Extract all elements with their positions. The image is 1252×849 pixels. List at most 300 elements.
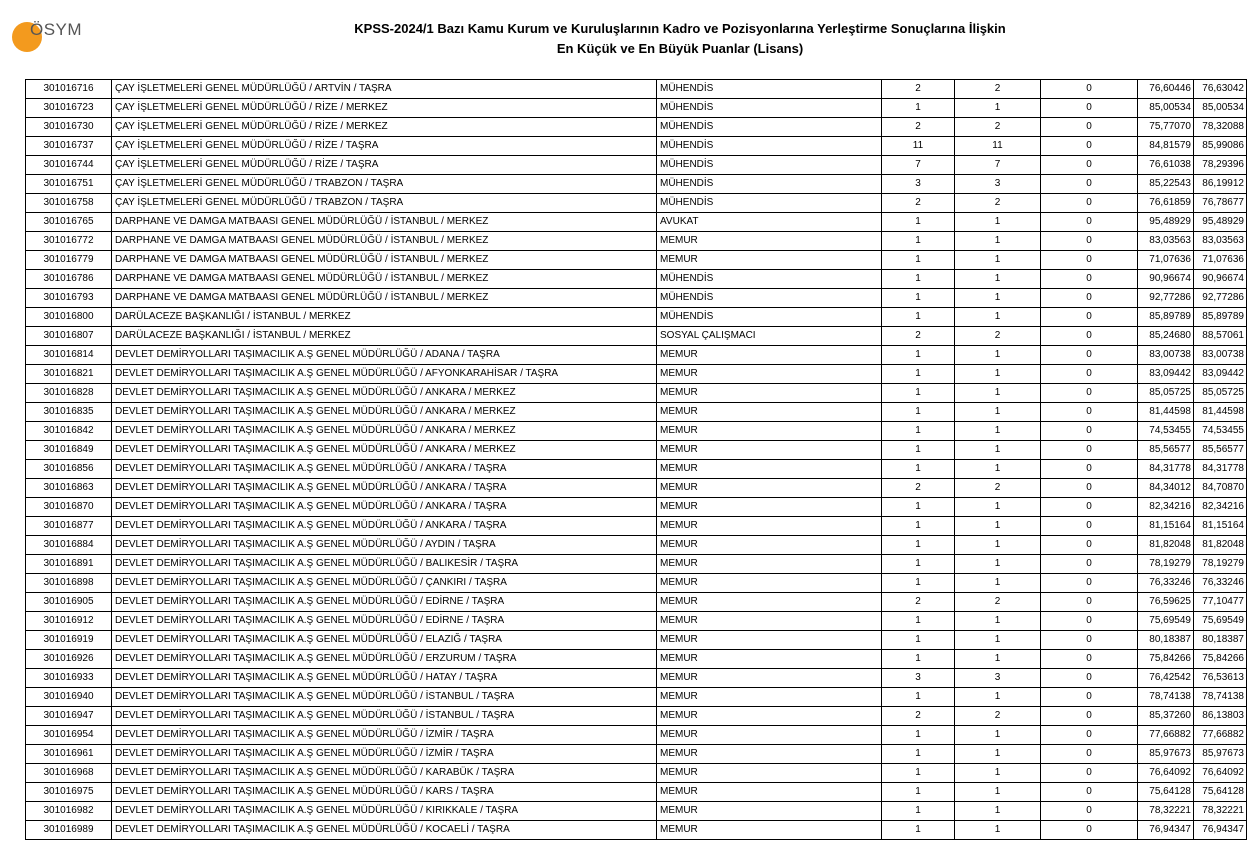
row-institution: ÇAY İŞLETMELERİ GENEL MÜDÜRLÜĞÜ / TRABZON / TAŞRA — [112, 175, 657, 194]
row-max-score: 85,56577 — [1194, 441, 1247, 460]
row-quota: 1 — [882, 441, 955, 460]
row-empty: 0 — [1041, 631, 1138, 650]
row-quota: 1 — [882, 213, 955, 232]
row-quota: 1 — [882, 688, 955, 707]
table-row — [26, 194, 1247, 213]
row-quota: 1 — [882, 612, 955, 631]
table-row — [26, 764, 1247, 783]
row-empty: 0 — [1041, 365, 1138, 384]
row-institution: DARÜLACEZE BAŞKANLIĞI / İSTANBUL / MERKEZ — [112, 327, 657, 346]
row-quota: 11 — [882, 137, 955, 156]
row-code: 301016800 — [26, 308, 112, 327]
row-quota: 1 — [882, 270, 955, 289]
row-position: MEMUR — [657, 574, 882, 593]
row-institution: DEVLET DEMİRYOLLARI TAŞIMACILIK A.Ş GENEL MÜDÜRLÜĞÜ / KARABÜK / TAŞRA — [112, 764, 657, 783]
row-institution: DARÜLACEZE BAŞKANLIĞI / İSTANBUL / MERKEZ — [112, 308, 657, 327]
table-row — [26, 403, 1247, 422]
table-row — [26, 270, 1247, 289]
row-quota: 1 — [882, 251, 955, 270]
row-placed: 1 — [955, 498, 1041, 517]
row-empty: 0 — [1041, 289, 1138, 308]
row-quota: 2 — [882, 707, 955, 726]
row-institution: DEVLET DEMİRYOLLARI TAŞIMACILIK A.Ş GENEL MÜDÜRLÜĞÜ / İSTANBUL / TAŞRA — [112, 688, 657, 707]
row-min-score: 85,24680 — [1138, 327, 1194, 346]
row-institution: DEVLET DEMİRYOLLARI TAŞIMACILIK A.Ş GENEL MÜDÜRLÜĞÜ / ANKARA / TAŞRA — [112, 460, 657, 479]
row-max-score: 80,18387 — [1194, 631, 1247, 650]
row-min-score: 76,33246 — [1138, 574, 1194, 593]
row-code: 301016793 — [26, 289, 112, 308]
row-position: MEMUR — [657, 764, 882, 783]
row-placed: 2 — [955, 593, 1041, 612]
row-code: 301016772 — [26, 232, 112, 251]
row-empty: 0 — [1041, 802, 1138, 821]
row-placed: 1 — [955, 574, 1041, 593]
row-max-score: 76,63042 — [1194, 80, 1247, 99]
row-max-score: 78,32221 — [1194, 802, 1247, 821]
row-placed: 1 — [955, 821, 1041, 840]
table-row — [26, 574, 1247, 593]
table-row — [26, 650, 1247, 669]
row-empty: 0 — [1041, 555, 1138, 574]
row-position: MEMUR — [657, 650, 882, 669]
row-placed: 3 — [955, 175, 1041, 194]
row-placed: 1 — [955, 365, 1041, 384]
table-row — [26, 232, 1247, 251]
row-institution: DEVLET DEMİRYOLLARI TAŞIMACILIK A.Ş GENEL MÜDÜRLÜĞÜ / ADANA / TAŞRA — [112, 346, 657, 365]
page-title — [300, 19, 1060, 59]
row-code: 301016912 — [26, 612, 112, 631]
row-institution: DEVLET DEMİRYOLLARI TAŞIMACILIK A.Ş GENEL MÜDÜRLÜĞÜ / KOCAELİ / TAŞRA — [112, 821, 657, 840]
row-code: 301016716 — [26, 80, 112, 99]
row-placed: 1 — [955, 289, 1041, 308]
row-code: 301016954 — [26, 726, 112, 745]
row-position: MEMUR — [657, 783, 882, 802]
row-code: 301016821 — [26, 365, 112, 384]
row-code: 301016884 — [26, 536, 112, 555]
logo-text: ÖSYM — [30, 20, 83, 39]
row-position: MEMUR — [657, 365, 882, 384]
title-line-2: En Küçük ve En Büyük Puanlar (Lisans) — [556, 41, 804, 56]
row-placed: 2 — [955, 707, 1041, 726]
table-row — [26, 745, 1247, 764]
row-position: MEMUR — [657, 441, 882, 460]
row-code: 301016856 — [26, 460, 112, 479]
row-placed: 2 — [955, 479, 1041, 498]
row-institution: DEVLET DEMİRYOLLARI TAŞIMACILIK A.Ş GENEL MÜDÜRLÜĞÜ / ANKARA / TAŞRA — [112, 479, 657, 498]
row-position: MEMUR — [657, 232, 882, 251]
row-max-score: 88,57061 — [1194, 327, 1247, 346]
row-placed: 2 — [955, 194, 1041, 213]
row-placed: 1 — [955, 517, 1041, 536]
row-min-score: 85,37260 — [1138, 707, 1194, 726]
row-quota: 1 — [882, 384, 955, 403]
row-code: 301016905 — [26, 593, 112, 612]
row-quota: 1 — [882, 346, 955, 365]
row-empty: 0 — [1041, 498, 1138, 517]
row-code: 301016786 — [26, 270, 112, 289]
row-position: MÜHENDİS — [657, 118, 882, 137]
row-max-score: 78,19279 — [1194, 555, 1247, 574]
row-position: MEMUR — [657, 251, 882, 270]
title-line-1: KPSS-2024/1 Bazı Kamu Kurum ve Kuruluşlarının Kadro ve Pozisyonlarına Yerleştirme Sonuçlarına İlişkin — [354, 21, 1006, 36]
row-position: MEMUR — [657, 612, 882, 631]
row-institution: DEVLET DEMİRYOLLARI TAŞIMACILIK A.Ş GENEL MÜDÜRLÜĞÜ / KARS / TAŞRA — [112, 783, 657, 802]
row-max-score: 76,64092 — [1194, 764, 1247, 783]
row-quota: 2 — [882, 194, 955, 213]
row-institution: DEVLET DEMİRYOLLARI TAŞIMACILIK A.Ş GENEL MÜDÜRLÜĞÜ / ANKARA / MERKEZ — [112, 403, 657, 422]
row-min-score: 83,03563 — [1138, 232, 1194, 251]
row-code: 301016898 — [26, 574, 112, 593]
row-placed: 2 — [955, 80, 1041, 99]
row-position: MEMUR — [657, 821, 882, 840]
row-placed: 1 — [955, 764, 1041, 783]
row-empty: 0 — [1041, 593, 1138, 612]
row-min-score: 76,64092 — [1138, 764, 1194, 783]
row-position: MÜHENDİS — [657, 175, 882, 194]
row-min-score: 76,59625 — [1138, 593, 1194, 612]
row-code: 301016926 — [26, 650, 112, 669]
row-position: MÜHENDİS — [657, 289, 882, 308]
row-institution: DEVLET DEMİRYOLLARI TAŞIMACILIK A.Ş GENEL MÜDÜRLÜĞÜ / ANKARA / TAŞRA — [112, 517, 657, 536]
row-placed: 1 — [955, 555, 1041, 574]
row-quota: 1 — [882, 555, 955, 574]
row-empty: 0 — [1041, 783, 1138, 802]
row-institution: ÇAY İŞLETMELERİ GENEL MÜDÜRLÜĞÜ / RİZE / TAŞRA — [112, 137, 657, 156]
row-empty: 0 — [1041, 707, 1138, 726]
row-code: 301016807 — [26, 327, 112, 346]
row-empty: 0 — [1041, 612, 1138, 631]
row-code: 301016891 — [26, 555, 112, 574]
row-empty: 0 — [1041, 213, 1138, 232]
row-max-score: 83,03563 — [1194, 232, 1247, 251]
row-code: 301016758 — [26, 194, 112, 213]
row-placed: 2 — [955, 118, 1041, 137]
row-empty: 0 — [1041, 821, 1138, 840]
table-row — [26, 802, 1247, 821]
row-institution: DEVLET DEMİRYOLLARI TAŞIMACILIK A.Ş GENEL MÜDÜRLÜĞÜ / EDİRNE / TAŞRA — [112, 593, 657, 612]
row-placed: 1 — [955, 346, 1041, 365]
row-position: MÜHENDİS — [657, 137, 882, 156]
row-institution: ÇAY İŞLETMELERİ GENEL MÜDÜRLÜĞÜ / RİZE / TAŞRA — [112, 156, 657, 175]
row-code: 301016849 — [26, 441, 112, 460]
row-max-score: 86,13803 — [1194, 707, 1247, 726]
row-min-score: 82,34216 — [1138, 498, 1194, 517]
row-min-score: 85,00534 — [1138, 99, 1194, 118]
row-empty: 0 — [1041, 688, 1138, 707]
row-code: 301016828 — [26, 384, 112, 403]
row-position: MEMUR — [657, 707, 882, 726]
row-quota: 2 — [882, 593, 955, 612]
row-max-score: 75,69549 — [1194, 612, 1247, 631]
row-quota: 1 — [882, 745, 955, 764]
row-max-score: 76,78677 — [1194, 194, 1247, 213]
row-code: 301016744 — [26, 156, 112, 175]
row-institution: DEVLET DEMİRYOLLARI TAŞIMACILIK A.Ş GENEL MÜDÜRLÜĞÜ / ÇANKIRI / TAŞRA — [112, 574, 657, 593]
table-row — [26, 156, 1247, 175]
row-max-score: 86,19912 — [1194, 175, 1247, 194]
row-max-score: 83,00738 — [1194, 346, 1247, 365]
row-position: MEMUR — [657, 422, 882, 441]
row-position: MEMUR — [657, 479, 882, 498]
table-row — [26, 118, 1247, 137]
row-quota: 1 — [882, 536, 955, 555]
row-institution: DEVLET DEMİRYOLLARI TAŞIMACILIK A.Ş GENEL MÜDÜRLÜĞÜ / ANKARA / MERKEZ — [112, 384, 657, 403]
row-quota: 2 — [882, 327, 955, 346]
table-row — [26, 707, 1247, 726]
row-min-score: 76,61038 — [1138, 156, 1194, 175]
row-placed: 1 — [955, 612, 1041, 631]
table-row — [26, 612, 1247, 631]
row-position: MEMUR — [657, 517, 882, 536]
row-empty: 0 — [1041, 403, 1138, 422]
row-max-score: 95,48929 — [1194, 213, 1247, 232]
row-code: 301016779 — [26, 251, 112, 270]
table-row — [26, 536, 1247, 555]
row-position: MÜHENDİS — [657, 80, 882, 99]
row-max-score: 78,29396 — [1194, 156, 1247, 175]
row-placed: 1 — [955, 403, 1041, 422]
row-institution: DARPHANE VE DAMGA MATBAASI GENEL MÜDÜRLÜĞÜ / İSTANBUL / MERKEZ — [112, 213, 657, 232]
row-empty: 0 — [1041, 99, 1138, 118]
row-quota: 1 — [882, 726, 955, 745]
row-placed: 1 — [955, 802, 1041, 821]
row-empty: 0 — [1041, 175, 1138, 194]
row-institution: DEVLET DEMİRYOLLARI TAŞIMACILIK A.Ş GENEL MÜDÜRLÜĞÜ / ELAZIĞ / TAŞRA — [112, 631, 657, 650]
row-position: MEMUR — [657, 631, 882, 650]
table-row — [26, 384, 1247, 403]
row-placed: 1 — [955, 650, 1041, 669]
row-code: 301016814 — [26, 346, 112, 365]
row-position: MEMUR — [657, 346, 882, 365]
row-max-score: 71,07636 — [1194, 251, 1247, 270]
row-code: 301016947 — [26, 707, 112, 726]
row-min-score: 75,77070 — [1138, 118, 1194, 137]
row-min-score: 80,18387 — [1138, 631, 1194, 650]
row-max-score: 84,31778 — [1194, 460, 1247, 479]
row-min-score: 85,97673 — [1138, 745, 1194, 764]
row-min-score: 85,05725 — [1138, 384, 1194, 403]
row-quota: 1 — [882, 308, 955, 327]
row-max-score: 90,96674 — [1194, 270, 1247, 289]
row-placed: 1 — [955, 384, 1041, 403]
row-position: MEMUR — [657, 802, 882, 821]
row-code: 301016968 — [26, 764, 112, 783]
row-code: 301016975 — [26, 783, 112, 802]
row-quota: 2 — [882, 479, 955, 498]
row-position: MÜHENDİS — [657, 156, 882, 175]
row-position: MEMUR — [657, 403, 882, 422]
row-placed: 1 — [955, 308, 1041, 327]
row-min-score: 83,09442 — [1138, 365, 1194, 384]
row-code: 301016723 — [26, 99, 112, 118]
row-code: 301016961 — [26, 745, 112, 764]
table-row — [26, 783, 1247, 802]
row-position: MEMUR — [657, 726, 882, 745]
row-placed: 1 — [955, 688, 1041, 707]
row-position: MEMUR — [657, 460, 882, 479]
row-quota: 1 — [882, 460, 955, 479]
row-placed: 1 — [955, 213, 1041, 232]
row-max-score: 85,89789 — [1194, 308, 1247, 327]
row-institution: DEVLET DEMİRYOLLARI TAŞIMACILIK A.Ş GENEL MÜDÜRLÜĞÜ / ERZURUM / TAŞRA — [112, 650, 657, 669]
row-empty: 0 — [1041, 745, 1138, 764]
row-placed: 1 — [955, 460, 1041, 479]
table-row — [26, 517, 1247, 536]
table-row — [26, 631, 1247, 650]
row-max-score: 81,44598 — [1194, 403, 1247, 422]
row-institution: DEVLET DEMİRYOLLARI TAŞIMACILIK A.Ş GENEL MÜDÜRLÜĞÜ / ANKARA / MERKEZ — [112, 441, 657, 460]
row-empty: 0 — [1041, 460, 1138, 479]
table-row — [26, 308, 1247, 327]
table-row — [26, 441, 1247, 460]
row-quota: 1 — [882, 498, 955, 517]
row-empty: 0 — [1041, 118, 1138, 137]
row-empty: 0 — [1041, 251, 1138, 270]
row-empty: 0 — [1041, 384, 1138, 403]
table-row — [26, 821, 1247, 840]
row-empty: 0 — [1041, 669, 1138, 688]
row-placed: 7 — [955, 156, 1041, 175]
row-code: 301016730 — [26, 118, 112, 137]
row-max-score: 84,70870 — [1194, 479, 1247, 498]
table-row — [26, 669, 1247, 688]
osym-logo — [12, 14, 92, 54]
row-placed: 3 — [955, 669, 1041, 688]
row-institution: DEVLET DEMİRYOLLARI TAŞIMACILIK A.Ş GENEL MÜDÜRLÜĞÜ / ANKARA / TAŞRA — [112, 498, 657, 517]
row-institution: DEVLET DEMİRYOLLARI TAŞIMACILIK A.Ş GENEL MÜDÜRLÜĞÜ / AFYONKARAHİSAR / TAŞRA — [112, 365, 657, 384]
row-min-score: 92,77286 — [1138, 289, 1194, 308]
table-row — [26, 99, 1247, 118]
row-empty: 0 — [1041, 156, 1138, 175]
table-row — [26, 365, 1247, 384]
row-code: 301016933 — [26, 669, 112, 688]
row-placed: 1 — [955, 99, 1041, 118]
row-placed: 1 — [955, 631, 1041, 650]
table-row — [26, 289, 1247, 308]
row-institution: DEVLET DEMİRYOLLARI TAŞIMACILIK A.Ş GENEL MÜDÜRLÜĞÜ / AYDIN / TAŞRA — [112, 536, 657, 555]
row-quota: 1 — [882, 821, 955, 840]
row-min-score: 78,74138 — [1138, 688, 1194, 707]
row-min-score: 90,96674 — [1138, 270, 1194, 289]
row-min-score: 84,31778 — [1138, 460, 1194, 479]
row-min-score: 81,44598 — [1138, 403, 1194, 422]
row-code: 301016842 — [26, 422, 112, 441]
row-min-score: 85,22543 — [1138, 175, 1194, 194]
row-code: 301016940 — [26, 688, 112, 707]
row-min-score: 84,34012 — [1138, 479, 1194, 498]
row-code: 301016751 — [26, 175, 112, 194]
row-max-score: 81,15164 — [1194, 517, 1247, 536]
row-position: MÜHENDİS — [657, 308, 882, 327]
table-row — [26, 175, 1247, 194]
row-code: 301016919 — [26, 631, 112, 650]
row-max-score: 77,10477 — [1194, 593, 1247, 612]
row-institution: DEVLET DEMİRYOLLARI TAŞIMACILIK A.Ş GENEL MÜDÜRLÜĞÜ / ANKARA / MERKEZ — [112, 422, 657, 441]
row-min-score: 76,60446 — [1138, 80, 1194, 99]
row-placed: 2 — [955, 327, 1041, 346]
row-max-score: 74,53455 — [1194, 422, 1247, 441]
row-empty: 0 — [1041, 194, 1138, 213]
row-min-score: 81,82048 — [1138, 536, 1194, 555]
row-quota: 1 — [882, 403, 955, 422]
row-max-score: 92,77286 — [1194, 289, 1247, 308]
row-placed: 1 — [955, 441, 1041, 460]
row-institution: ÇAY İŞLETMELERİ GENEL MÜDÜRLÜĞÜ / TRABZON / TAŞRA — [112, 194, 657, 213]
row-quota: 3 — [882, 669, 955, 688]
row-min-score: 84,81579 — [1138, 137, 1194, 156]
row-placed: 1 — [955, 422, 1041, 441]
row-institution: DARPHANE VE DAMGA MATBAASI GENEL MÜDÜRLÜĞÜ / İSTANBUL / MERKEZ — [112, 270, 657, 289]
table-row — [26, 80, 1247, 99]
row-quota: 1 — [882, 289, 955, 308]
row-min-score: 76,94347 — [1138, 821, 1194, 840]
row-position: MÜHENDİS — [657, 270, 882, 289]
row-min-score: 81,15164 — [1138, 517, 1194, 536]
row-empty: 0 — [1041, 232, 1138, 251]
row-empty: 0 — [1041, 80, 1138, 99]
row-empty: 0 — [1041, 327, 1138, 346]
row-placed: 1 — [955, 251, 1041, 270]
table-row — [26, 498, 1247, 517]
row-quota: 1 — [882, 764, 955, 783]
row-institution: ÇAY İŞLETMELERİ GENEL MÜDÜRLÜĞÜ / RİZE / MERKEZ — [112, 118, 657, 137]
row-min-score: 83,00738 — [1138, 346, 1194, 365]
row-position: MEMUR — [657, 745, 882, 764]
row-institution: DEVLET DEMİRYOLLARI TAŞIMACILIK A.Ş GENEL MÜDÜRLÜĞÜ / EDİRNE / TAŞRA — [112, 612, 657, 631]
table-row — [26, 555, 1247, 574]
row-max-score: 78,74138 — [1194, 688, 1247, 707]
row-code: 301016765 — [26, 213, 112, 232]
row-min-score: 95,48929 — [1138, 213, 1194, 232]
row-empty: 0 — [1041, 764, 1138, 783]
table-row — [26, 251, 1247, 270]
row-min-score: 85,89789 — [1138, 308, 1194, 327]
row-position: MEMUR — [657, 498, 882, 517]
row-max-score: 75,84266 — [1194, 650, 1247, 669]
row-placed: 1 — [955, 745, 1041, 764]
table-row — [26, 726, 1247, 745]
row-max-score: 85,05725 — [1194, 384, 1247, 403]
row-max-score: 83,09442 — [1194, 365, 1247, 384]
table-row — [26, 422, 1247, 441]
row-min-score: 75,69549 — [1138, 612, 1194, 631]
row-empty: 0 — [1041, 137, 1138, 156]
table-row — [26, 479, 1247, 498]
row-empty: 0 — [1041, 517, 1138, 536]
row-institution: ÇAY İŞLETMELERİ GENEL MÜDÜRLÜĞÜ / ARTVİN / TAŞRA — [112, 80, 657, 99]
row-placed: 1 — [955, 726, 1041, 745]
table-row — [26, 137, 1247, 156]
row-code: 301016877 — [26, 517, 112, 536]
row-max-score: 76,53613 — [1194, 669, 1247, 688]
row-quota: 1 — [882, 517, 955, 536]
row-position: MÜHENDİS — [657, 99, 882, 118]
row-empty: 0 — [1041, 441, 1138, 460]
row-empty: 0 — [1041, 650, 1138, 669]
row-institution: DARPHANE VE DAMGA MATBAASI GENEL MÜDÜRLÜĞÜ / İSTANBUL / MERKEZ — [112, 232, 657, 251]
row-quota: 3 — [882, 175, 955, 194]
row-quota: 1 — [882, 783, 955, 802]
table-row — [26, 593, 1247, 612]
row-max-score: 78,32088 — [1194, 118, 1247, 137]
row-position: MEMUR — [657, 593, 882, 612]
row-empty: 0 — [1041, 574, 1138, 593]
row-empty: 0 — [1041, 479, 1138, 498]
row-quota: 1 — [882, 650, 955, 669]
row-position: MEMUR — [657, 536, 882, 555]
row-max-score: 82,34216 — [1194, 498, 1247, 517]
row-empty: 0 — [1041, 308, 1138, 327]
